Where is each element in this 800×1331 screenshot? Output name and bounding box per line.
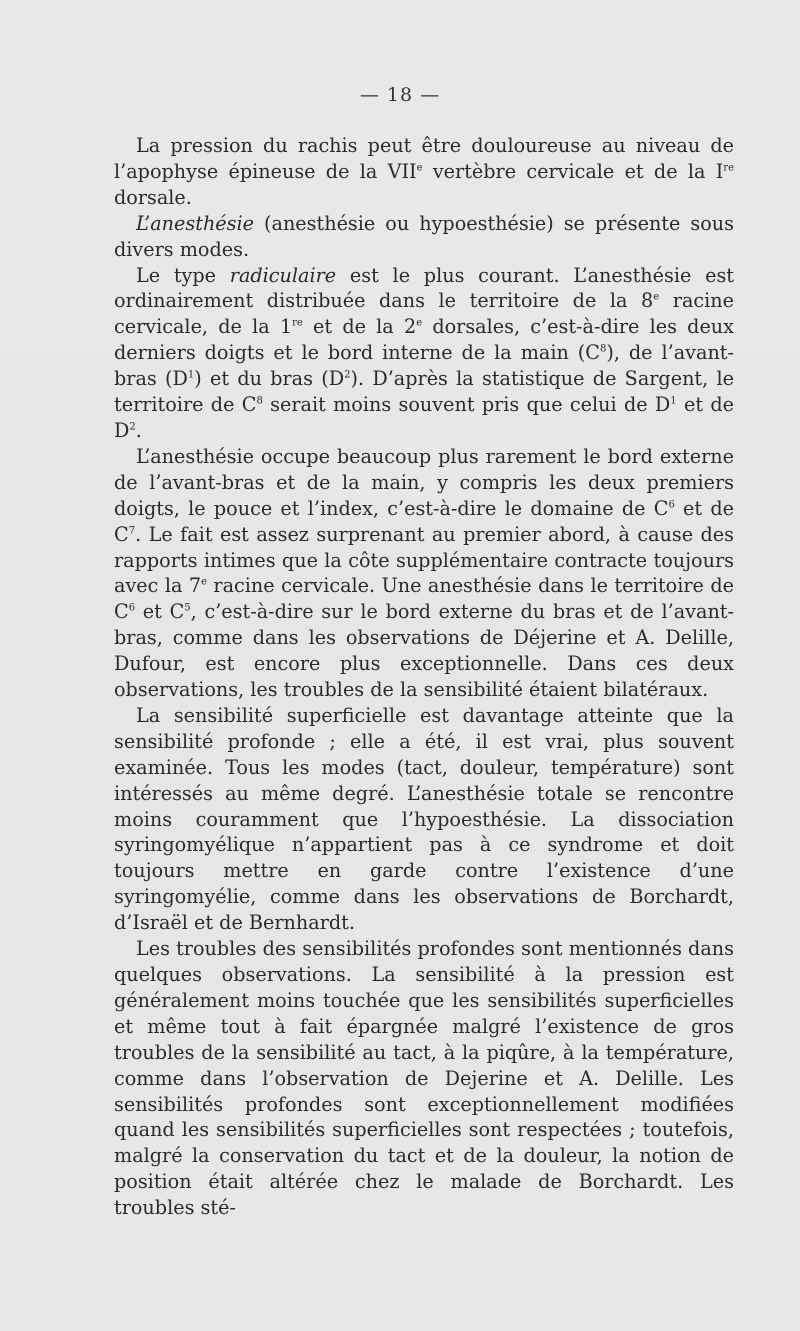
superscript: 5: [184, 602, 191, 614]
text-run: racine cervicale, de la 1: [114, 289, 734, 339]
page-number: — 18 —: [359, 84, 441, 106]
italic-term: radiculaire: [229, 263, 337, 287]
body-text: [114, 133, 734, 1221]
superscript: 2: [344, 369, 351, 381]
superscript: 8: [256, 395, 263, 407]
superscript: e: [201, 577, 207, 589]
superscript: re: [292, 317, 303, 329]
italic-term: L’anesthésie: [136, 211, 254, 235]
superscript: 8: [599, 343, 607, 355]
superscript: 1: [670, 395, 677, 407]
text-run: et de D: [114, 393, 735, 442]
text-run: La pression du rachis peut être douloureuse au niveau de l’apophyse épineuse de la VII: [114, 134, 734, 183]
text-run: ). D’après la statistique de Sargent, le territoire de C: [114, 367, 734, 417]
superscript: e: [416, 162, 423, 174]
superscript: 7: [128, 525, 136, 537]
text-run: . Le fait est assez surprenant au premier abord, à cause des rapports intimes que la côte supplémentaire contracte toujours avec la 7: [114, 522, 734, 598]
text-run: ), de l’avant-bras (D: [114, 341, 734, 391]
text-run: et C: [135, 600, 185, 624]
superscript: e: [653, 292, 660, 304]
superscript: 6: [128, 602, 136, 614]
superscript: 1: [187, 369, 195, 381]
paragraph: [114, 444, 734, 703]
text-run: et de la 2: [302, 315, 417, 339]
superscript: 2: [129, 421, 136, 433]
text-run: est le plus courant. L’anesthésie est ordinairement distribuée dans le territoire de la 8: [114, 263, 735, 313]
text-run: La sensibilité superficielle est davantage atteinte que la sensibilité profonde ; elle a été, il est vrai, plus souvent examinée. Tous les modes (tact, douleur, température) sont intéressés au même degré. L’anesthésie totale se rencontre moins couramment que l’hypoesthésie. La dissociation syringomyélique n’appartient pas à ce syndrome et doit toujours mettre en garde contre l’existence d’une syringomyélie, comme dans les observations de Borchardt, d’Israël et de Bernhardt.: [114, 703, 734, 935]
text-run: .: [135, 418, 142, 442]
paragraph: [114, 211, 734, 263]
superscript: e: [416, 317, 423, 329]
text-run: et de C: [114, 496, 734, 546]
paragraph: [114, 133, 734, 211]
text-run: dorsales, c’est-à-dire les deux derniers doigts et le bord interne de la main (C: [114, 315, 734, 365]
text-run: dorsale.: [114, 185, 192, 209]
text-run: vertèbre cervicale et de la I: [422, 159, 724, 183]
paragraph: [114, 936, 734, 1221]
text-run: Le type: [136, 263, 230, 287]
text-run: , c’est-à-dire sur le bord externe du bras et de l’avant-bras, comme dans les observations de Déjerine et A. Delille, Dufour, est encore plus exceptionnelle. Dans ces deux observations, les troubles de la sensibilité étaient bilatéraux.: [114, 600, 734, 702]
text-run: serait moins souvent pris que celui de D: [262, 393, 671, 417]
text-run: racine cervicale. Une anesthésie dans le territoire de C: [114, 574, 734, 624]
paragraph: [114, 703, 734, 936]
text-run: ) et du bras (D: [194, 367, 345, 391]
text-run: Les troubles des sensibilités profondes sont mentionnés dans quelques observations. La sensibilité à la pression est généralement moins touchée que les sensibilités superficielles et même tout à fait épargnée malgré l’existence de gros troubles de la sensibilité au tact, à la piqûre, à la température, comme dans l’observation de Dejerine et A. Delille. Les sensibilités profondes sont exceptionnellement modifiées quand les sensibilités superficielles sont respectées ; toutefois, malgré la conservation du tact et de la douleur, la notion de position était altérée chez le malade de Borchardt. Les troubles sté-: [114, 937, 734, 1220]
paragraph: [114, 263, 734, 444]
superscript: re: [723, 162, 734, 174]
text-run: L’anesthésie occupe beaucoup plus rarement le bord externe de l’avant-bras et de la main, y compris les deux premiers doigts, le pouce et l’index, c’est-à-dire le domaine de C: [114, 444, 734, 520]
text-run: (anesthésie ou hypoesthésie) se présente sous divers modes.: [114, 211, 734, 261]
superscript: 6: [668, 499, 675, 511]
